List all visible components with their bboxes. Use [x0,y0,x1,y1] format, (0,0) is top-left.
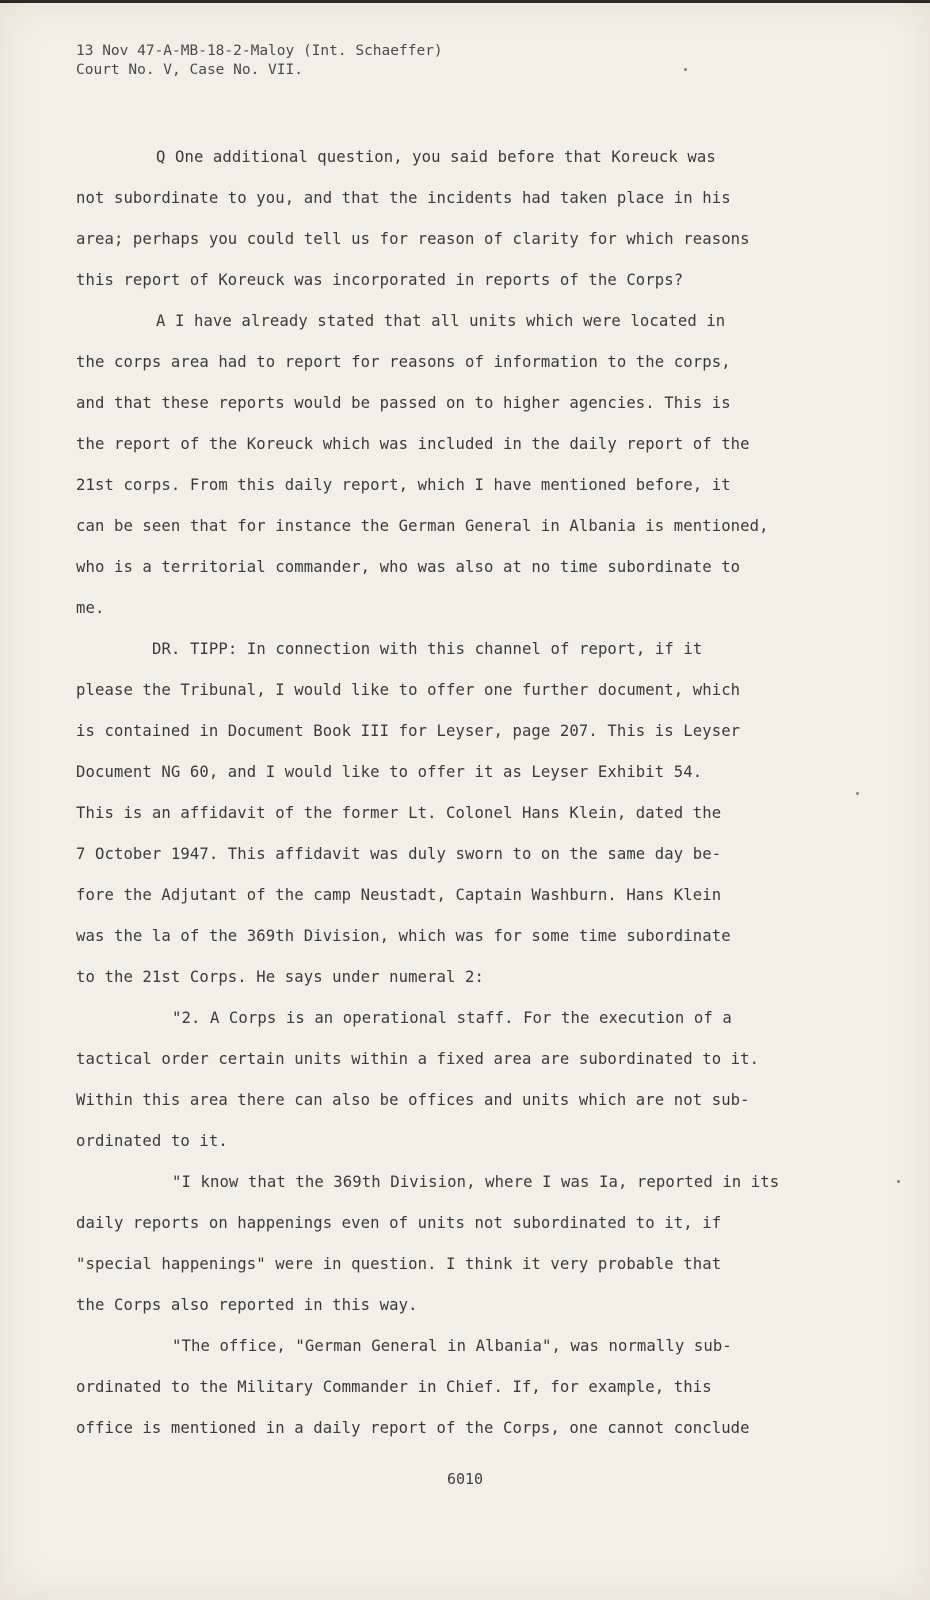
transcript-line: "The office, "German General in Albania", was normally sub- [172,1337,732,1355]
transcript-line: 21st corps. From this daily report, which I have mentioned before, it [76,476,731,494]
transcript-line: DR. TIPP: In connection with this channel of report, if it [152,640,703,658]
transcript-line: daily reports on happenings even of units not subordinated to it, if [76,1214,722,1232]
transcript-line: "2. A Corps is an operational staff. For the execution of a [172,1009,732,1027]
transcript-line: me. [76,599,105,617]
transcript-line: this report of Koreuck was incorporated in reports of the Corps? [76,271,684,289]
paper-speck [856,792,859,795]
transcript-line: area; perhaps you could tell us for reason of clarity for which reasons [76,230,750,248]
header-line-1: 13 Nov 47-A-MB-18-2-Maloy (Int. Schaeffer) [76,43,443,59]
paper-speck [897,1180,900,1183]
transcript-line: Q One additional question, you said before that Koreuck was [156,148,716,166]
transcript-line: was the la of the 369th Division, which was for some time subordinate [76,927,731,945]
transcript-line: "special happenings" were in question. I think it very probable that [76,1255,722,1273]
page-top-edge [0,0,930,3]
transcript-line: the report of the Koreuck which was included in the daily report of the [76,435,750,453]
transcript-line: the corps area had to report for reasons of information to the corps, [76,353,731,371]
transcript-line: can be seen that for instance the German General in Albania is mentioned, [76,517,769,535]
transcript-line: who is a territorial commander, who was also at no time subordinate to [76,558,741,576]
transcript-line: please the Tribunal, I would like to offer one further document, which [76,681,741,699]
transcript-line: ordinated to it. [76,1132,228,1150]
transcript-line: A I have already stated that all units which were located in [156,312,726,330]
transcript-line: tactical order certain units within a fixed area are subordinated to it. [76,1050,760,1068]
transcript-line: office is mentioned in a daily report of the Corps, one cannot conclude [76,1419,750,1437]
transcript-line: Within this area there can also be offices and units which are not sub- [76,1091,750,1109]
document-header [76,42,443,80]
transcript-line: 7 October 1947. This affidavit was duly sworn to on the same day be- [76,845,722,863]
transcript-line: not subordinate to you, and that the incidents had taken place in his [76,189,731,207]
transcript-line: is contained in Document Book III for Leyser, page 207. This is Leyser [76,722,741,740]
transcript-line: and that these reports would be passed on to higher agencies. This is [76,394,731,412]
header-line-2: Court No. V, Case No. VII. [76,62,303,78]
transcript-line: the Corps also reported in this way. [76,1296,418,1314]
paper-speck [684,68,687,71]
transcript-line: ordinated to the Military Commander in Chief. If, for example, this [76,1378,712,1396]
page-number: 6010 [446,1470,484,1488]
transcript-line: to the 21st Corps. He says under numeral 2: [76,968,484,986]
transcript-line: This is an affidavit of the former Lt. Colonel Hans Klein, dated the [76,804,722,822]
transcript-line: "I know that the 369th Division, where I was Ia, reported in its [172,1173,780,1191]
transcript-body [76,147,836,1459]
transcript-line: fore the Adjutant of the camp Neustadt, Captain Washburn. Hans Klein [76,886,722,904]
transcript-line: Document NG 60, and I would like to offer it as Leyser Exhibit 54. [76,763,703,781]
